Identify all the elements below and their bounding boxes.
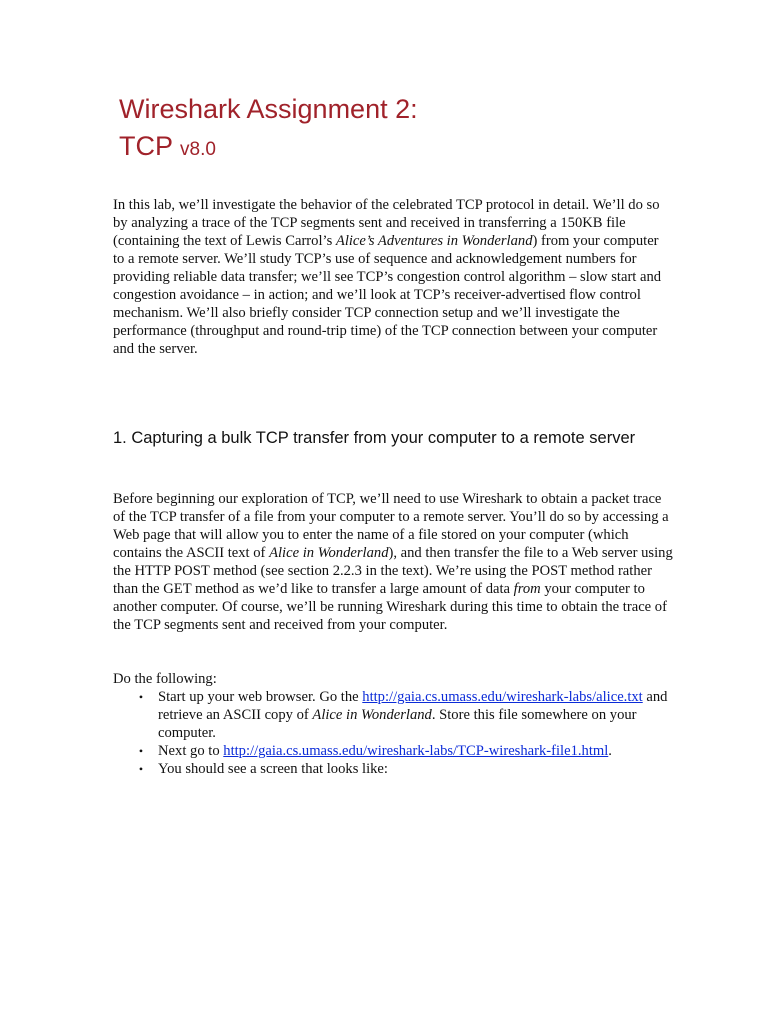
document-title — [119, 91, 418, 168]
intro-book-title: Alice’s Adventures in Wonderland — [335, 233, 533, 249]
version-label: v8.0 — [180, 139, 216, 160]
bullet-icon: • — [138, 690, 144, 704]
list-item — [113, 760, 673, 778]
capture-book-title: Alice in Wonderland — [269, 545, 389, 561]
capture-emphasis: from — [513, 581, 541, 597]
step-text: Start up your web browser. Go the — [158, 689, 363, 705]
step-book-title: Alice in Wonderland — [312, 707, 432, 723]
bullet-icon: • — [138, 762, 144, 776]
capture-text-part1: Before beginning our exploration of TCP, we’ll need to use Wireshark to obtain a packet trace of the TCP transfer of a file from your computer to a remote server. You’ll do so by accessing a Web page that will allow you to enter the name of a file stored on your computer (which contains the ASCII text of — [113, 491, 669, 561]
capture-text-part2: ), and then transfer the file to a Web server using the HTTP POST method (see section 2.2.3 in the text). We’re using the POST method rather than the GET method as we’d like to transfer a large amount of data — [113, 545, 673, 597]
intro-text-part2: ) from your computer to a remote server. We’ll study TCP’s use of sequence and acknowledgement numbers for providing reliable data transfer; we’ll see TCP’s congestion control algorithm – slow start and congestion avoidance – in action; and we’ll look at TCP’s receiver-advertised flow control mechanism. We’ll also briefly consider TCP connection setup and we’ll investigate the performance (throughput and round-trip time) of the TCP connection between your computer and the server. — [113, 233, 662, 357]
step-text: . — [608, 743, 612, 759]
alice-txt-link[interactable]: http://gaia.cs.umass.edu/wireshark-labs/alice.txt — [362, 689, 643, 705]
instructions-lead: Do the following: — [113, 671, 217, 687]
title-line-1: Wireshark Assignment 2: — [119, 94, 418, 124]
tcp-wireshark-file-link[interactable]: http://gaia.cs.umass.edu/wireshark-labs/TCP-wireshark-file1.html — [223, 743, 609, 759]
list-item — [113, 742, 673, 760]
step-text: Next go to — [158, 743, 224, 759]
title-line-2: TCP — [119, 131, 173, 161]
step-text: and retrieve an ASCII copy of — [158, 689, 668, 723]
intro-text-part1: In this lab, we’ll investigate the behavior of the celebrated TCP protocol in detail. We’ll do so by analyzing a trace of the TCP segments sent and received in transferring a 150KB file (containing the text of Lewis Carrol’s — [113, 197, 660, 249]
list-item — [113, 688, 673, 742]
capture-text-part3: your computer to another computer. Of course, we’ll be running Wireshark during this time to obtain the trace of the TCP segments sent and received from your computer. — [113, 581, 667, 633]
steps-list — [113, 688, 673, 778]
step-text: You should see a screen that looks like: — [158, 761, 388, 777]
step-text: . Store this file somewhere on your computer. — [158, 707, 637, 741]
section-heading: 1. Capturing a bulk TCP transfer from your computer to a remote server — [113, 429, 636, 447]
capture-paragraph — [113, 490, 673, 634]
bullet-icon: • — [138, 744, 144, 758]
intro-paragraph — [113, 196, 673, 358]
